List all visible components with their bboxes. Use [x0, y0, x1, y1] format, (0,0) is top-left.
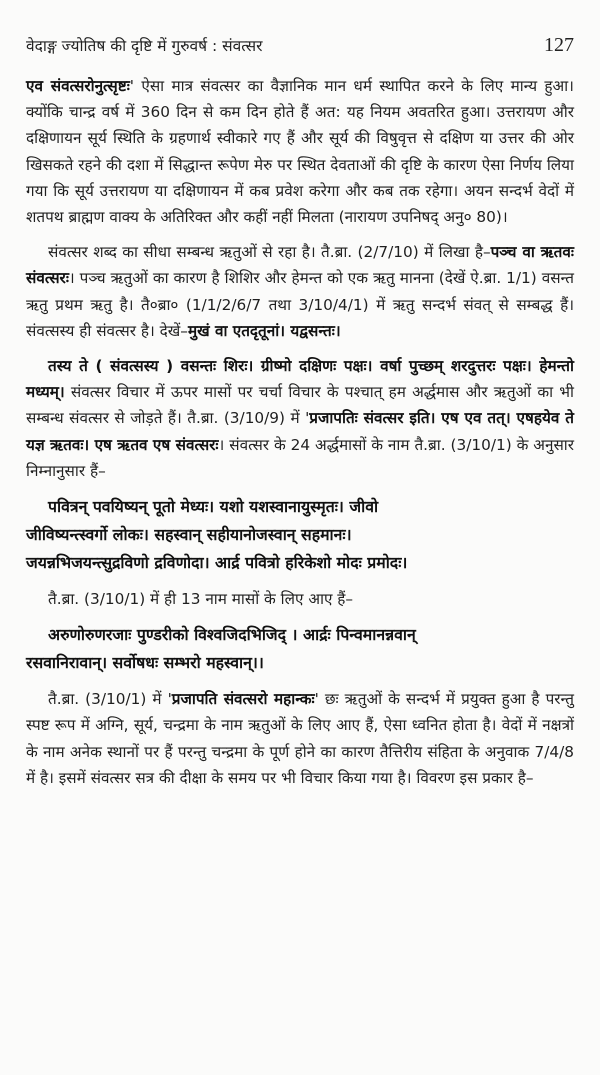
quoted-verse: तस्य ते ( संवत्सस्य ) वसन्तः शिरः। ग्रीष्मो दक्षिणः पक्षः। वर्षा पुच्छम् शरदुत्तरः पक्षः। हेमन्तो मध्यम्। [26, 357, 574, 402]
verse-line: पवित्रन् पवयिष्यन् पूतो मेध्यः। यशो यशस्वानायुस्मृतः। जीवो [48, 497, 379, 517]
verse-block-2 [26, 621, 574, 677]
paragraph-2 [26, 239, 574, 344]
paragraph-text: । संवत्सर के 24 अर्द्धमासों के नाम तै.ब्रा. (3/10/1) के अनुसार निम्नानुसार हैं– [26, 435, 575, 480]
paragraph-3 [26, 353, 574, 484]
quoted-term: प्रजापति संवत्सरो महान्कः [171, 690, 315, 709]
verse-line: जीविष्यन्त्स्वर्गो लोकः। सहस्वान् सहीयानोजस्वान् सहमानः। [26, 525, 352, 545]
body-text [26, 73, 574, 791]
verse-line: अरुणोरुणरजाः पुण्डरीको विश्वजिदभिजिद् । आर्द्रः पिन्वमानन्नवान् [48, 625, 416, 645]
paragraph-text: संवत्सर विचार में ऊपर मासों पर चर्चा विचार के पश्चात् हम अर्द्धमास और ऋतुओं का भी सम्बन्ध संवत्सर से जोड़ते हैं। तै.ब्रा. (3/10/9) में ' [26, 383, 574, 428]
paragraph-text: ' ऐसा मात्र संवत्सर का वैज्ञानिक मान धर्म स्थापित करने के लिए मान्य हुआ। क्योंकि चान्द्र वर्ष में 360 दिन से कम दिन होते हैं अत: यह नियम अवतरित हुआ। उत्तरायण और दक्षिणायन सूर्य स्थिति के ग्रहणार्थ स्वीकारे गए हैं और सूर्य की विषुवृत्त से दक्षिण या उत्तर की ओर खिसकते रहने की दशा में सिद्धान्त रूपेण मेरु पर स्थित देवताओं की दृष्टि के कारण ऐसा निर्णय लिया गया कि सूर्य उत्तरायण या दक्षिणायन में कब प्रवेश करेगा और कब तक रहेगा। अयन सन्दर्भ वेदों में शतपथ ब्राह्मण वाक्य के अतिरिक्त और कहीं नहीं मिलता (नारायण उपनिषद् अनु० 80)। [26, 77, 574, 227]
paragraph-5 [26, 686, 574, 791]
paragraph-text: । पञ्च ऋतुओं का कारण है शिशिर और हेमन्त को एक ऋतु मानना (देखें ऐ.ब्रा. 1/1) वसन्त ऋतु प्रथम ऋतु है। तै०ब्रा० (1/1/2/6/7 तथा 3/10/4/1) में ऋतु सन्दर्भ संवत् से सम्बद्ध हैं। संवत्सस्य ही संवत्सर है। देखें– [26, 269, 574, 340]
paragraph-text: तै.ब्रा. (3/10/1) में ' [48, 690, 172, 709]
page-number: 127 [544, 34, 574, 56]
quoted-term: मुखं वा एतदृतूनां। यद्वसन्तः। [187, 321, 341, 340]
paragraph-text: तै.ब्रा. (3/10/1) में ही 13 नाम मासों के लिए आए हैं– [48, 590, 354, 609]
verse-block-1 [26, 493, 574, 577]
quoted-term: पञ्च वा ऋतवः संवत्सरः [26, 243, 574, 288]
quoted-term: एव संवत्सरोनुत्सृष्टः [26, 77, 130, 95]
verse-line: रसवानिरावान्। सर्वोषधः सम्भरो महस्वान्।। [26, 653, 264, 673]
paragraph-text: ' छः ऋतुओं के सन्दर्भ में प्रयुक्त हुआ है परन्तु स्पष्ट रूप में अग्नि, सूर्य, चन्द्रमा के नाम ऋतुओं के लिए आए हैं, ऐसा ध्वनित होता है। वेदों में नक्षत्रों के नाम अनेक स्थानों पर हैं परन्तु चन्द्रमा के पूर्ण होने का कारण तैत्तिरीय संहिता के अनुवाक 7/4/8 में है। इसमें संवत्सर सत्र की दीक्षा के समय पर भी विचार किया गया है। विवरण इस प्रकार है– [26, 690, 574, 787]
verse-line: जयन्नभिजयन्त्सुद्रविणो द्रविणोदा। आर्द्र पवित्रो हरिकेशो मोदः प्रमोदः। [26, 553, 408, 573]
paragraph-text: संवत्सर शब्द का सीधा सम्बन्ध ऋतुओं से रहा है। तै.ब्रा. (2/7/10) में लिखा है– [48, 243, 491, 262]
paragraph-4 [26, 586, 574, 612]
running-header [26, 34, 574, 57]
paragraph-1 [26, 73, 574, 230]
running-title: वेदाङ्ग ज्योतिष की दृष्टि में गुरुवर्ष : संवत्सर [26, 37, 263, 55]
quoted-term: प्रजापतिः संवत्सर इति। एष एव तत्। एषहयेव ते यज्ञ ऋतवः। एष ऋतव एष संवत्सरः [26, 409, 574, 454]
